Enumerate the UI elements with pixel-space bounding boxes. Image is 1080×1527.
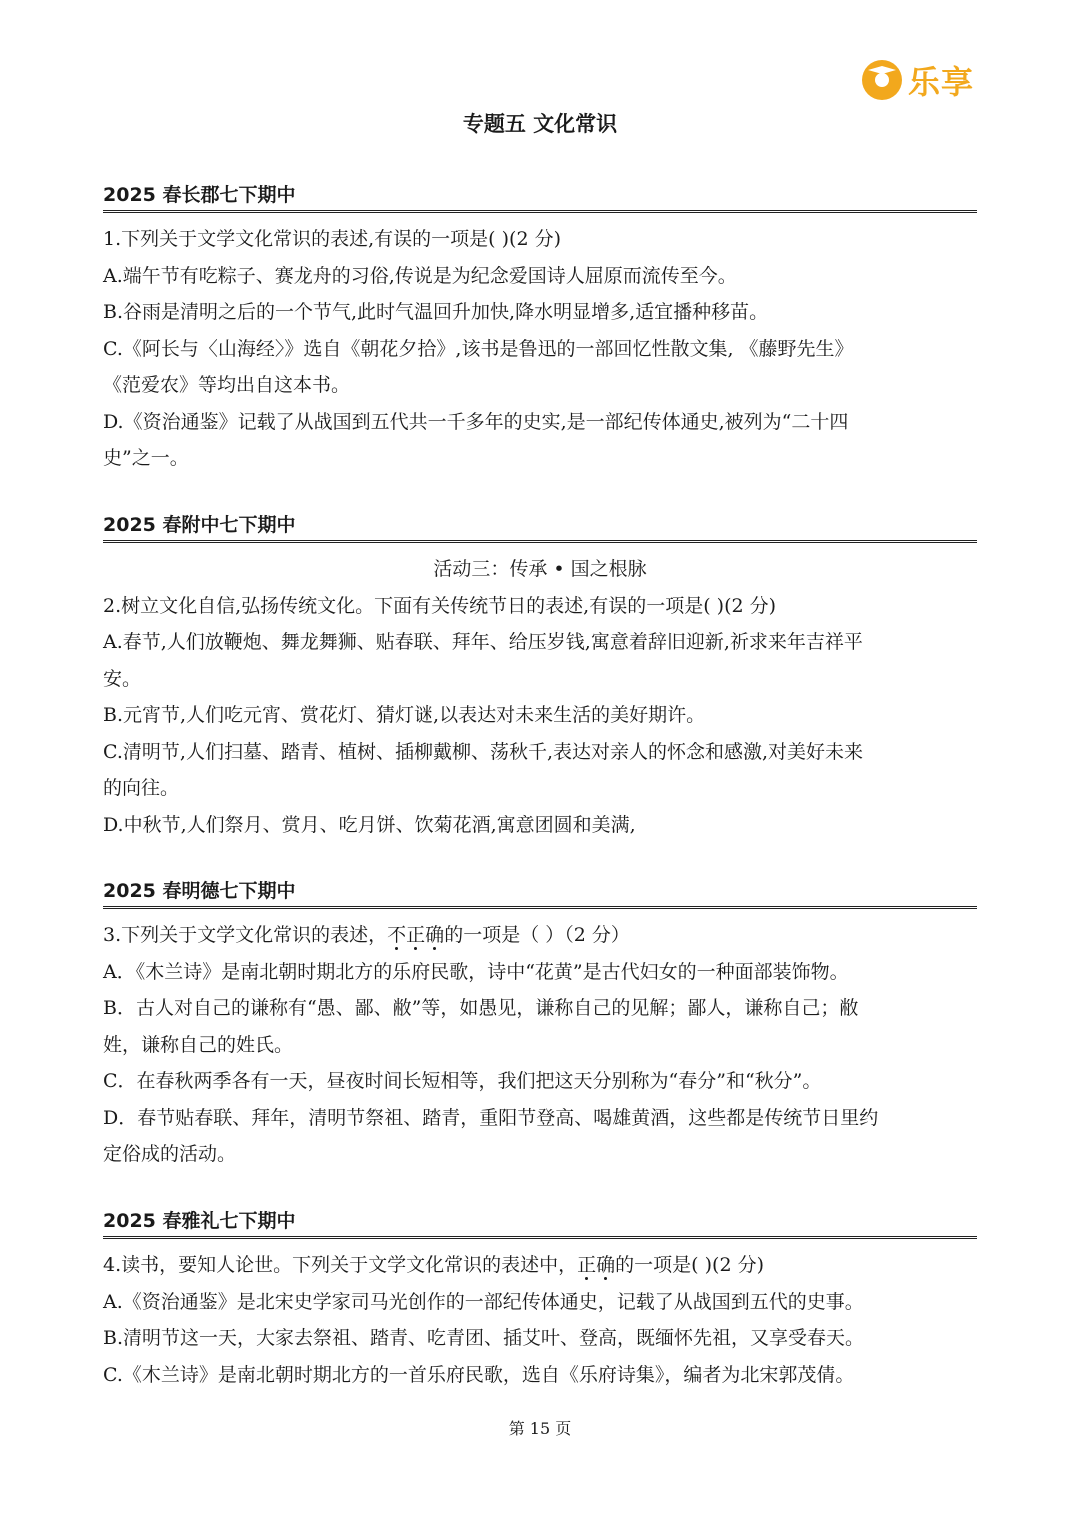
option-c: C.《阿长与〈山海经〉》选自《朝花夕拾》,该书是鲁迅的一部回忆性散文集, 《藤野先生》: [103, 337, 854, 360]
activity-subheading: 活动三：传承 • 国之根脉: [433, 558, 647, 580]
option-b: B.清明节这一天，大家去祭祖、踏青、吃青团、插艾叶、登高，既缅怀先祖，又享受春天。: [103, 1327, 865, 1349]
emphasis-char: 正: [406, 924, 426, 946]
question-4-stem: 4.读书，要知人论世。下列关于文学文化常识的表述中，正确的一项是( )(2 分): [103, 1254, 764, 1276]
emphasis-char: 正: [577, 1254, 597, 1276]
option-c: C.《木兰诗》是南北朝时期北方的一首乐府民歌，选自《乐府诗集》，编者为北宋郭茂倩。: [103, 1363, 855, 1386]
section-mingde: [103, 876, 977, 1173]
option-b-cont: 姓，谦称自己的姓氏。: [103, 1033, 294, 1056]
emphasis-char: 不: [387, 924, 407, 946]
option-a: A.《资治通鉴》是北宋史学家司马光创作的一部纪传体通史，记载了从战国到五代的史事。: [103, 1290, 864, 1313]
option-c: C．在春秋两季各有一天，昼夜时间长短相等，我们把这天分别称为“春分”和“秋分”。: [103, 1070, 822, 1092]
option-a: A.端午节有吃粽子、赛龙舟的习俗,传说是为纪念爱国诗人屈原而流传至今。: [103, 264, 737, 287]
option-c: C.清明节,人们扫墓、踏青、植树、插柳戴柳、荡秋千,表达对亲人的怀念和感激,对美好未来: [103, 740, 864, 763]
option-b: B.谷雨是清明之后的一个节气,此时气温回升加快,降水明显增多,适宜播种移苗。: [103, 301, 769, 323]
section-fuzhong: [103, 510, 977, 843]
emphasis-char: 确: [596, 1254, 616, 1276]
option-b: B．古人对自己的谦称有“愚、鄙、敝”等，如愚见，谦称自己的见解；鄙人，谦称自己；敝: [103, 997, 859, 1019]
logo-text: 乐享: [908, 63, 975, 101]
option-c-cont: 的向往。: [103, 777, 180, 799]
question-1-stem: 1.下列关于文学文化常识的表述,有误的一项是( )(2 分): [103, 228, 561, 250]
option-a: A.春节,人们放鞭炮、舞龙舞狮、贴春联、拜年、给压岁钱,寓意着辞旧迎新,祈求来年吉祥平: [103, 631, 863, 653]
section-yali: [103, 1206, 977, 1393]
option-b: B.元宵节,人们吃元宵、赏花灯、猜灯谜,以表达对未来生活的美好期许。: [103, 704, 706, 726]
option-c-cont: 《范爱农》等均出自这本书。: [103, 374, 351, 396]
section-heading: 2025 春附中七下期中: [103, 510, 977, 543]
option-d-cont: 史”之一。: [103, 447, 189, 469]
logo: [862, 58, 974, 102]
emphasis-char: 确: [425, 924, 445, 946]
question-3-stem: 3.下列关于文学文化常识的表述，不正确的一项是（ ）（2 分）: [103, 924, 630, 946]
page-number: 第 15 页: [508, 1419, 572, 1438]
section-changjun: [103, 180, 977, 477]
option-d-cont: 定俗成的活动。: [103, 1143, 237, 1165]
option-d: D.《资治通鉴》记载了从战国到五代共一千多年的史实,是一部纪传体通史,被列为“二十四: [103, 410, 849, 433]
page-title: 专题五 文化常识: [462, 112, 618, 136]
graduation-cap-icon: [862, 60, 902, 100]
question-2-stem: 2.树立文化自信,弘扬传统文化。下面有关传统节日的表述,有误的一项是( )(2 分): [103, 594, 777, 617]
option-d: D.中秋节,人们祭月、赏月、吃月饼、饮菊花酒,寓意团圆和美满,: [103, 813, 636, 836]
section-heading: 2025 春雅礼七下期中: [103, 1206, 977, 1239]
option-a: A．《木兰诗》是南北朝时期北方的乐府民歌，诗中“花黄”是古代妇女的一种面部装饰物。: [103, 960, 849, 983]
option-a-cont: 安。: [103, 667, 142, 690]
section-heading: 2025 春明德七下期中: [103, 876, 977, 909]
section-heading: 2025 春长郡七下期中: [103, 180, 977, 213]
option-d: D．春节贴春联、拜年，清明节祭祖、踏青，重阳节登高、喝雄黄酒，这些都是传统节日里约: [103, 1106, 879, 1129]
